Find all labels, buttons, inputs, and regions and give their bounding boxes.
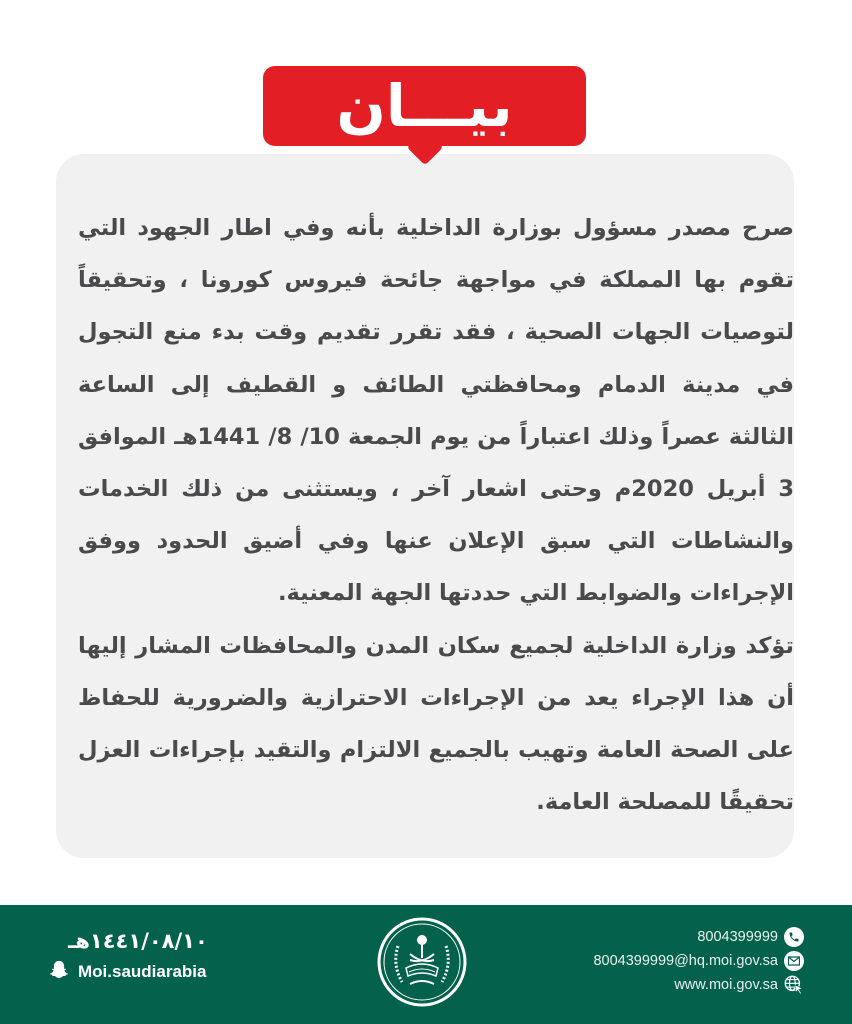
phone-icon bbox=[784, 927, 804, 947]
phone-number: 8004399999 bbox=[697, 929, 778, 945]
snapchat-ghost-icon bbox=[48, 959, 70, 985]
footer-bar bbox=[0, 905, 852, 1024]
hijri-date: ١٤٤١/٠٨/١٠هـ bbox=[68, 929, 208, 953]
snapchat-handle: Moi.saudiarabia bbox=[78, 962, 207, 981]
contact-list bbox=[593, 927, 804, 995]
website-url: www.moi.gov.sa bbox=[674, 977, 778, 993]
email-address: 8004399999@hq.moi.gov.sa bbox=[593, 953, 778, 969]
contact-website[interactable] bbox=[674, 975, 804, 995]
statement-body bbox=[78, 202, 794, 828]
statement-paragraph: تؤكد وزارة الداخلية لجميع سكان المدن والمحافظات المشار إليها أن هذا الإجراء يعد من الإجراءات الاحترازية والضرورية للحفاظ على الصحة العامة وتهيب بالجميع الالتزام والتقيد بإجراءات العزل تحقيقًا للمصلحة العامة. bbox=[78, 632, 794, 816]
statement-paragraph: صرح مصدر مسؤول بوزارة الداخلية بأنه وفي اطار الجهود التي تقوم بها المملكة في مواجهة جائحة فيروس كورونا ، وتحقيقاً لتوصيات الجهات الصحية ، فقد تقرر تقديم وقت بدء منع التجول في مدينة الدمام ومحافظتي الطائف و القطيف إلى الساعة الثالثة عصراً وذلك اعتباراً من يوم الجمعة 10/ 8/ 1441هـ الموافق 3 أبريل 2020م وحتى اشعار آخر ، ويستثنى من ذلك الخدمات والنشاطات التي سبق الإعلان عنها وفي أضيق الحدود ووفق الإجراءات والضوابط التي حددتها الجهة المعنية. bbox=[78, 215, 795, 607]
globe-cursor-icon bbox=[784, 975, 804, 995]
contact-email[interactable] bbox=[593, 951, 804, 971]
saudi-moi-emblem-icon bbox=[376, 916, 468, 1008]
contact-phone[interactable] bbox=[697, 927, 804, 947]
statement-title: بيـــان bbox=[336, 72, 513, 140]
statement-title-badge bbox=[263, 66, 586, 146]
footer-date-social bbox=[48, 929, 248, 985]
envelope-icon bbox=[784, 951, 804, 971]
snapchat-link[interactable] bbox=[48, 959, 248, 985]
